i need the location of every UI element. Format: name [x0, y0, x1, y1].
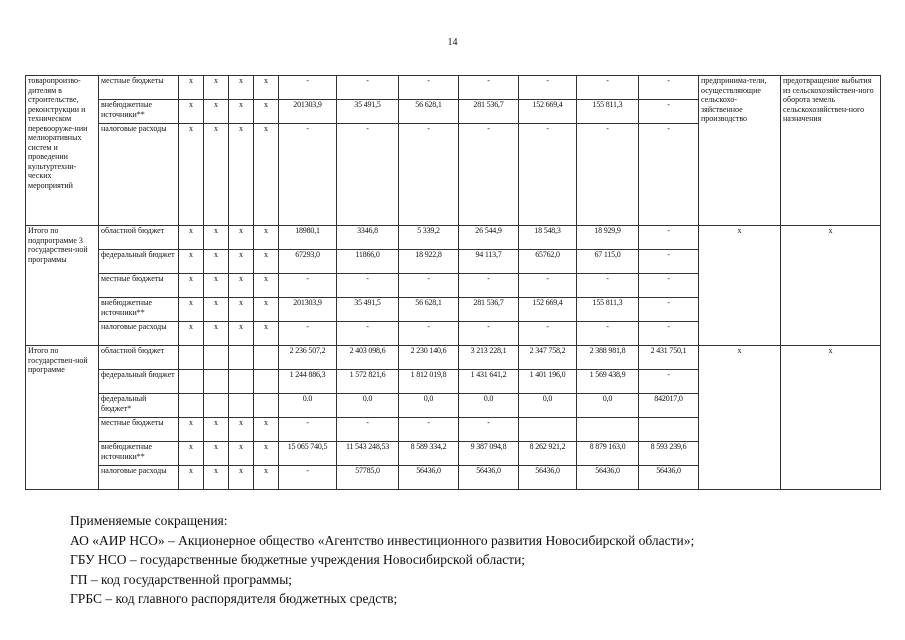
amount-cell: -: [577, 274, 639, 298]
code-cell: x: [204, 124, 229, 226]
amount-cell: -: [519, 322, 577, 346]
code-cell: [254, 370, 279, 394]
code-cell: [179, 346, 204, 370]
code-cell: x: [204, 226, 229, 250]
funding-source-cell: областной бюджет: [99, 346, 179, 370]
amount-cell: -: [279, 124, 337, 226]
amount-cell: 1 572 821,6: [337, 370, 399, 394]
amount-cell: -: [279, 418, 337, 442]
code-cell: x: [179, 418, 204, 442]
amount-cell: 0,0: [519, 394, 577, 418]
funding-source-cell: областной бюджет: [99, 226, 179, 250]
amount-cell: 2 431 750,1: [639, 346, 699, 370]
notes-heading: Применяемые сокращения:: [70, 513, 228, 528]
amount-cell: [577, 418, 639, 442]
code-cell: x: [229, 442, 254, 466]
amount-cell: 56436,0: [519, 466, 577, 490]
amount-cell: -: [459, 124, 519, 226]
code-cell: x: [204, 442, 229, 466]
amount-cell: 842017,0: [639, 394, 699, 418]
note-line: ГБУ НСО – государственные бюджетные учреждения Новосибирской области;: [70, 552, 526, 567]
code-cell: x: [254, 274, 279, 298]
note-line: АО «АИР НСО» – Акционерное общество «Агентство инвестиционного развития Новосибирской области»;: [70, 532, 695, 548]
funding-source-cell: федеральный бюджет: [99, 370, 179, 394]
code-cell: x: [204, 76, 229, 100]
amount-cell: 94 113,7: [459, 250, 519, 274]
code-cell: x: [229, 274, 254, 298]
amount-cell: 2 230 140,6: [399, 346, 459, 370]
funding-source-cell: федеральный бюджет*: [99, 394, 179, 418]
amount-cell: 0.0: [337, 394, 399, 418]
amount-cell: -: [459, 274, 519, 298]
code-cell: [179, 394, 204, 418]
expected-result-cell: предотвращение выбытия из сельскохозяйствен-ного оборота земель сельскохозяйствен-ного назначения: [781, 76, 881, 226]
funding-source-cell: внебюджетные источники**: [99, 298, 179, 322]
amount-cell: 1 569 438,9: [577, 370, 639, 394]
code-cell: [204, 370, 229, 394]
amount-cell: -: [519, 76, 577, 100]
amount-cell: -: [337, 322, 399, 346]
code-cell: x: [179, 442, 204, 466]
amount-cell: -: [577, 76, 639, 100]
amount-cell: 1 812 019,8: [399, 370, 459, 394]
amount-cell: -: [577, 322, 639, 346]
amount-cell: 5 339,2: [399, 226, 459, 250]
code-cell: x: [229, 466, 254, 490]
amount-cell: 8 589 334,2: [399, 442, 459, 466]
amount-cell: 15 065 740,5: [279, 442, 337, 466]
code-cell: x: [229, 298, 254, 322]
amount-cell: -: [577, 124, 639, 226]
code-cell: x: [254, 466, 279, 490]
expected-result-cell: x: [781, 346, 881, 490]
amount-cell: 155 811,3: [577, 100, 639, 124]
amount-cell: 1 244 886,3: [279, 370, 337, 394]
table-row: [26, 226, 881, 250]
code-cell: x: [229, 418, 254, 442]
code-cell: x: [254, 322, 279, 346]
amount-cell: -: [459, 76, 519, 100]
amount-cell: 8 262 921,2: [519, 442, 577, 466]
code-cell: x: [179, 124, 204, 226]
funding-source-cell: федеральный бюджет: [99, 250, 179, 274]
code-cell: x: [229, 226, 254, 250]
executor-cell: x: [699, 346, 781, 490]
amount-cell: -: [459, 322, 519, 346]
code-cell: x: [204, 100, 229, 124]
expected-result-cell: x: [781, 226, 881, 346]
amount-cell: 57785,0: [337, 466, 399, 490]
code-cell: [204, 346, 229, 370]
funding-source-cell: внебюджетные источники**: [99, 100, 179, 124]
code-cell: x: [179, 100, 204, 124]
code-cell: x: [204, 466, 229, 490]
code-cell: x: [179, 274, 204, 298]
amount-cell: 35 491,5: [337, 298, 399, 322]
amount-cell: -: [639, 100, 699, 124]
funding-source-cell: местные бюджеты: [99, 418, 179, 442]
amount-cell: 9 387 094,8: [459, 442, 519, 466]
note-line: ГРБС – код главного распорядителя бюджетных средств;: [70, 591, 398, 606]
funding-source-cell: местные бюджеты: [99, 274, 179, 298]
amount-cell: 18980,1: [279, 226, 337, 250]
amount-cell: -: [337, 274, 399, 298]
code-cell: x: [254, 250, 279, 274]
amount-cell: -: [279, 466, 337, 490]
amount-cell: -: [639, 274, 699, 298]
amount-cell: -: [639, 124, 699, 226]
code-cell: x: [229, 100, 254, 124]
budget-table: [25, 75, 881, 490]
code-cell: x: [179, 298, 204, 322]
funding-source-cell: налоговые расходы: [99, 466, 179, 490]
amount-cell: -: [399, 124, 459, 226]
program-label-cell: товаропроизво-дителям в строительстве, реконструкции и техническом перевооруже-нии мелиоративных систем и проведении культуртехни-ческих мероприятий: [26, 76, 99, 226]
amount-cell: 201303,9: [279, 298, 337, 322]
amount-cell: -: [639, 250, 699, 274]
code-cell: [229, 346, 254, 370]
code-cell: x: [179, 76, 204, 100]
amount-cell: -: [519, 274, 577, 298]
amount-cell: 67293,0: [279, 250, 337, 274]
amount-cell: 0.0: [279, 394, 337, 418]
amount-cell: 18 548,3: [519, 226, 577, 250]
amount-cell: 2 347 758,2: [519, 346, 577, 370]
amount-cell: 56 628,1: [399, 100, 459, 124]
amount-cell: -: [399, 418, 459, 442]
code-cell: x: [229, 76, 254, 100]
code-cell: [229, 394, 254, 418]
amount-cell: 11 543 248,53: [337, 442, 399, 466]
code-cell: x: [204, 322, 229, 346]
code-cell: [254, 346, 279, 370]
amount-cell: 152 669,4: [519, 100, 577, 124]
code-cell: [179, 370, 204, 394]
amount-cell: 281 536,7: [459, 100, 519, 124]
amount-cell: 56436,0: [639, 466, 699, 490]
table-row: [26, 76, 881, 100]
code-cell: x: [254, 100, 279, 124]
executor-cell: предпринима-тели, осуществляющие сельскохо-зяйственное производство: [699, 76, 781, 226]
amount-cell: -: [337, 76, 399, 100]
amount-cell: 1 431 641,2: [459, 370, 519, 394]
amount-cell: -: [399, 76, 459, 100]
code-cell: x: [204, 418, 229, 442]
amount-cell: 67 115,0: [577, 250, 639, 274]
amount-cell: -: [279, 322, 337, 346]
funding-source-cell: налоговые расходы: [99, 124, 179, 226]
amount-cell: 2 236 507,2: [279, 346, 337, 370]
amount-cell: -: [399, 322, 459, 346]
amount-cell: 56436,0: [459, 466, 519, 490]
funding-source-cell: местные бюджеты: [99, 76, 179, 100]
code-cell: x: [204, 250, 229, 274]
amount-cell: 18 929,9: [577, 226, 639, 250]
amount-cell: 18 922,8: [399, 250, 459, 274]
amount-cell: -: [459, 418, 519, 442]
amount-cell: 56436,0: [399, 466, 459, 490]
funding-source-cell: налоговые расходы: [99, 322, 179, 346]
amount-cell: 35 491,5: [337, 100, 399, 124]
code-cell: x: [179, 322, 204, 346]
amount-cell: -: [639, 370, 699, 394]
amount-cell: 56436,0: [577, 466, 639, 490]
amount-cell: -: [279, 274, 337, 298]
amount-cell: 152 669,4: [519, 298, 577, 322]
amount-cell: 201303,9: [279, 100, 337, 124]
amount-cell: -: [337, 124, 399, 226]
program-label-cell: Итого по государствен-ной программе: [26, 346, 99, 490]
funding-source-cell: внебюджетные источники**: [99, 442, 179, 466]
amount-cell: 3346,8: [337, 226, 399, 250]
code-cell: x: [179, 226, 204, 250]
amount-cell: [519, 418, 577, 442]
amount-cell: 0.0: [459, 394, 519, 418]
code-cell: x: [229, 322, 254, 346]
amount-cell: -: [337, 418, 399, 442]
executor-cell: x: [699, 226, 781, 346]
code-cell: x: [254, 442, 279, 466]
code-cell: x: [229, 250, 254, 274]
amount-cell: 1 401 196,0: [519, 370, 577, 394]
table-row: [26, 346, 881, 370]
abbreviations-notes: [70, 511, 694, 609]
amount-cell: 56 628,1: [399, 298, 459, 322]
program-label-cell: Итого по подпрограмме 3 государствен-ной программы: [26, 226, 99, 346]
code-cell: x: [179, 250, 204, 274]
code-cell: [229, 370, 254, 394]
amount-cell: -: [399, 274, 459, 298]
code-cell: x: [254, 418, 279, 442]
note-line: ГП – код государственной программы;: [70, 571, 293, 587]
code-cell: x: [254, 76, 279, 100]
amount-cell: 65762,0: [519, 250, 577, 274]
amount-cell: -: [639, 322, 699, 346]
amount-cell: 26 544,9: [459, 226, 519, 250]
code-cell: x: [254, 124, 279, 226]
code-cell: x: [254, 226, 279, 250]
code-cell: x: [229, 124, 254, 226]
amount-cell: 11866,0: [337, 250, 399, 274]
amount-cell: -: [639, 76, 699, 100]
code-cell: x: [204, 298, 229, 322]
amount-cell: 281 536,7: [459, 298, 519, 322]
amount-cell: 3 213 228,1: [459, 346, 519, 370]
amount-cell: 155 811,3: [577, 298, 639, 322]
code-cell: x: [204, 274, 229, 298]
amount-cell: [639, 418, 699, 442]
amount-cell: 8 593 239,6: [639, 442, 699, 466]
amount-cell: -: [279, 76, 337, 100]
amount-cell: -: [639, 226, 699, 250]
amount-cell: 2 388 981,8: [577, 346, 639, 370]
code-cell: [254, 394, 279, 418]
code-cell: x: [254, 298, 279, 322]
code-cell: x: [179, 466, 204, 490]
amount-cell: 8 879 163,0: [577, 442, 639, 466]
amount-cell: 2 403 098,6: [337, 346, 399, 370]
amount-cell: -: [519, 124, 577, 226]
amount-cell: -: [639, 298, 699, 322]
amount-cell: 0,0: [399, 394, 459, 418]
page-number: 14: [447, 37, 458, 48]
code-cell: [204, 394, 229, 418]
amount-cell: 0,0: [577, 394, 639, 418]
